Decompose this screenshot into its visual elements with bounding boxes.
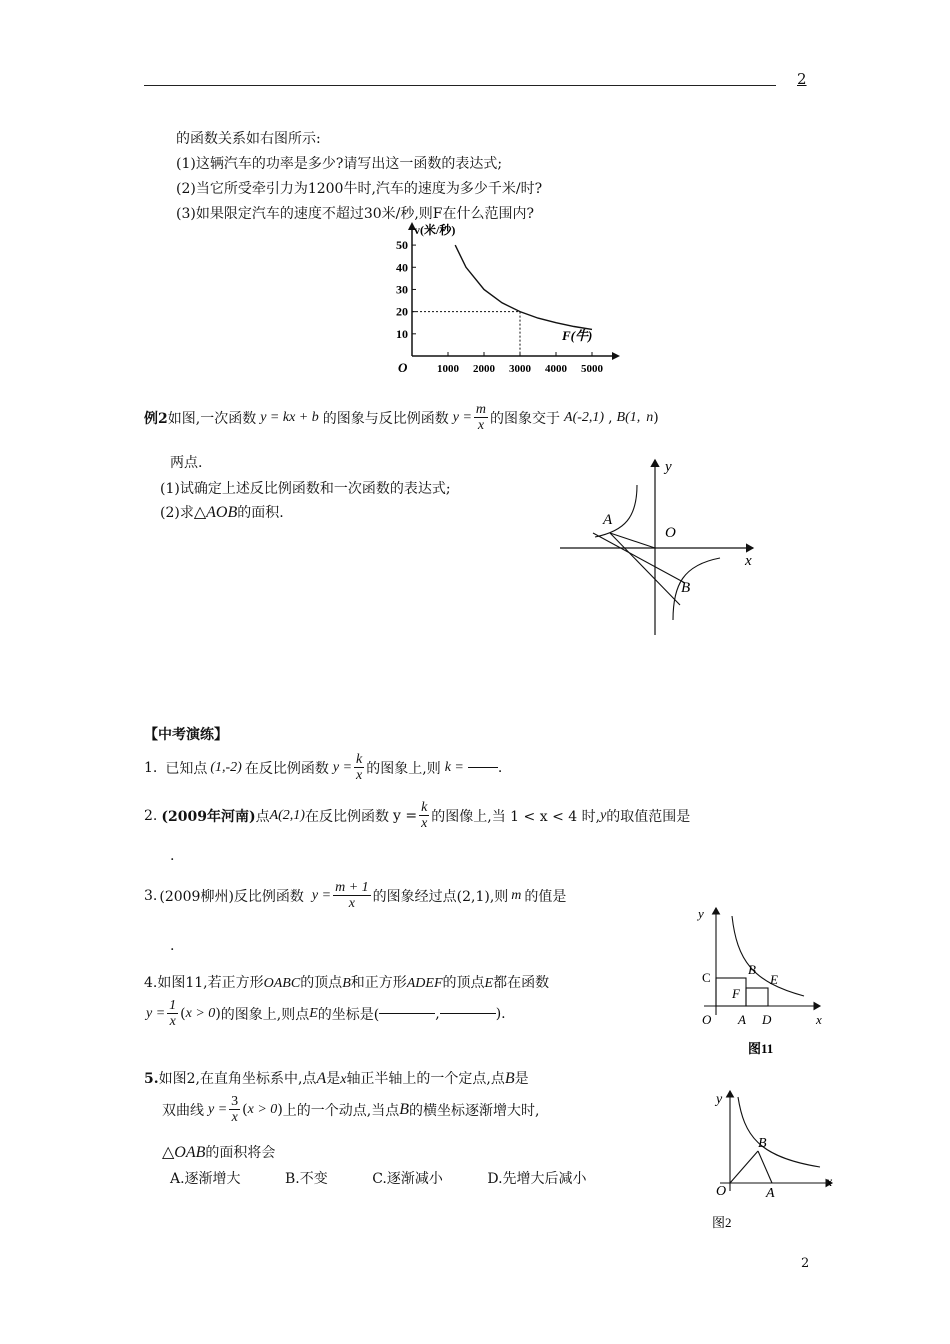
- figure-2: [700, 1085, 845, 1235]
- x-axis-label: F(牛): [562, 328, 593, 343]
- intro-q3: (3)如果限定汽车的速度不超过30米/秒,则F在什么范围内?: [176, 206, 535, 222]
- fig-origin-label: O: [665, 525, 676, 541]
- zk-p2-cont: .: [170, 848, 175, 864]
- svg-text:y: y: [716, 1092, 723, 1107]
- zk-p3: 3. (2009柳州) 反比例函数 y = $\frac{m + 1}{x}$ 的图象经过点(2,1),则 m 的值是: [144, 880, 567, 912]
- linear-function: y = kx + b: [260, 409, 319, 425]
- example2-text2: 的图象与反比例函数: [322, 410, 449, 427]
- svg-text:x: x: [826, 1175, 833, 1190]
- zk-heading: 【中考演练】: [144, 727, 228, 743]
- svg-text:y: y: [698, 906, 704, 921]
- zk-p4-line2: y = $\frac{1}{x}$ ( x > 0 ) 的图象上,则点 E 的坐标是( , ).: [146, 998, 506, 1030]
- intro-q1: (1)这辆汽车的功率是多少?请写出这一函数的表达式;: [176, 156, 503, 172]
- zk-p5-line2: 双曲线 y = $\frac{3}{x}$ ( x > 0 ) 上的一个动点,当点 B 的横坐标逐渐增大时,: [162, 1094, 540, 1126]
- option-d: D.先增大后减小: [487, 1171, 587, 1187]
- answer-blank-x: [379, 1013, 435, 1014]
- zk-p4-line1: 4.如图11,若正方形OABC的顶点B和正方形ADEF的顶点E都在函数: [144, 975, 550, 991]
- zk-p1: 1. 已知点 (1,-2) 在反比例函数 y = $\frac{k}{x}$ 的图象上,则 k = .: [144, 752, 503, 784]
- option-c: C.逐渐减小: [372, 1171, 443, 1187]
- x-tick-label: 3000: [509, 363, 531, 375]
- svg-text:C: C: [702, 970, 711, 985]
- svg-text:O: O: [702, 1012, 712, 1027]
- y-tick-label: 20: [396, 304, 408, 319]
- example2-line: 例2 如图,一次函数 y = kx + b 的图象与反比例函数 y = $\frac{m}{x}$ 的图象交于 A(-2,1) , B(1, n ): [144, 402, 659, 434]
- answer-blank: [468, 767, 498, 768]
- y-tick-label: 40: [396, 260, 408, 275]
- header-rule: [144, 85, 776, 86]
- example2-line2: 两点.: [170, 455, 203, 471]
- zk-p5-line3: △OAB的面积将会: [162, 1144, 276, 1161]
- svg-text:F: F: [732, 986, 740, 1001]
- header-page-number: 2: [797, 70, 807, 88]
- example2-label: 例2: [144, 410, 168, 427]
- x-tick-label: 2000: [473, 363, 495, 375]
- zk-p2: 2. (2009年河南) 点 A(2,1) 在反比例函数 y = $\frac{k}{x}$ 的图像上,当 1 < x < 4 时, y 的取值范围是: [144, 800, 691, 832]
- x-tick-label: 4000: [545, 363, 567, 375]
- svg-text:B: B: [748, 962, 756, 977]
- zk-p5-options: [170, 1168, 587, 1188]
- svg-text:D: D: [762, 1012, 772, 1027]
- fig-b-label: B: [681, 580, 691, 596]
- x-tick-label: 1000: [437, 363, 459, 375]
- example2-text3: 的图象交于: [490, 410, 561, 427]
- fig-x-label: x: [745, 553, 752, 569]
- y-tick-label: 50: [396, 238, 408, 253]
- zk-p5-line1: 5.如图2,在直角坐标系中,点A是x轴正半轴上的一个定点,点B是: [144, 1070, 529, 1087]
- figure-11-caption: 图11: [748, 1041, 774, 1056]
- example2-text1: 如图,一次函数: [167, 410, 257, 427]
- svg-text:E: E: [770, 972, 778, 987]
- example2-q1: (1)试确定上述反比例函数和一次函数的表达式;: [160, 481, 451, 497]
- point-b: B(1,: [616, 409, 641, 425]
- option-a: A.逐渐增大: [170, 1171, 241, 1187]
- y-tick-label: 10: [396, 326, 408, 341]
- vf-chart: [380, 222, 620, 382]
- answer-blank-y: [440, 1013, 496, 1014]
- svg-text:B: B: [758, 1136, 767, 1151]
- series-curve: [455, 245, 592, 329]
- origin-label: O: [398, 360, 408, 375]
- zk-p3-cont: .: [170, 938, 175, 954]
- y-axis-label: v(米/秒): [414, 223, 456, 237]
- point-a: A(-2,1): [564, 409, 605, 425]
- svg-text:A: A: [738, 1012, 746, 1027]
- figure-2-caption: 图2: [712, 1215, 732, 1230]
- fig-a-label: A: [603, 512, 613, 528]
- figure-11: [692, 900, 842, 1060]
- y-tick-label: 30: [396, 282, 408, 297]
- intro-line0: 的函数关系如右图所示:: [176, 131, 321, 147]
- x-tick-label: 5000: [581, 363, 603, 375]
- intro-q2: (2)当它所受牵引力为1200牛时,汽车的速度为多少千米/时?: [176, 181, 543, 197]
- fig-y-label: y: [665, 459, 672, 475]
- example2-figure: [555, 455, 765, 640]
- svg-text:O: O: [716, 1184, 727, 1199]
- example2-fraction: $\frac{m}{x}$: [475, 402, 487, 434]
- svg-text:x: x: [816, 1012, 822, 1027]
- svg-text:A: A: [766, 1186, 775, 1201]
- footer-page-number: 2: [801, 1256, 810, 1271]
- example2-q2: (2)求△AOB的面积.: [160, 504, 284, 521]
- option-b: B.不变: [285, 1171, 328, 1187]
- x-axis-arrow: [612, 352, 620, 360]
